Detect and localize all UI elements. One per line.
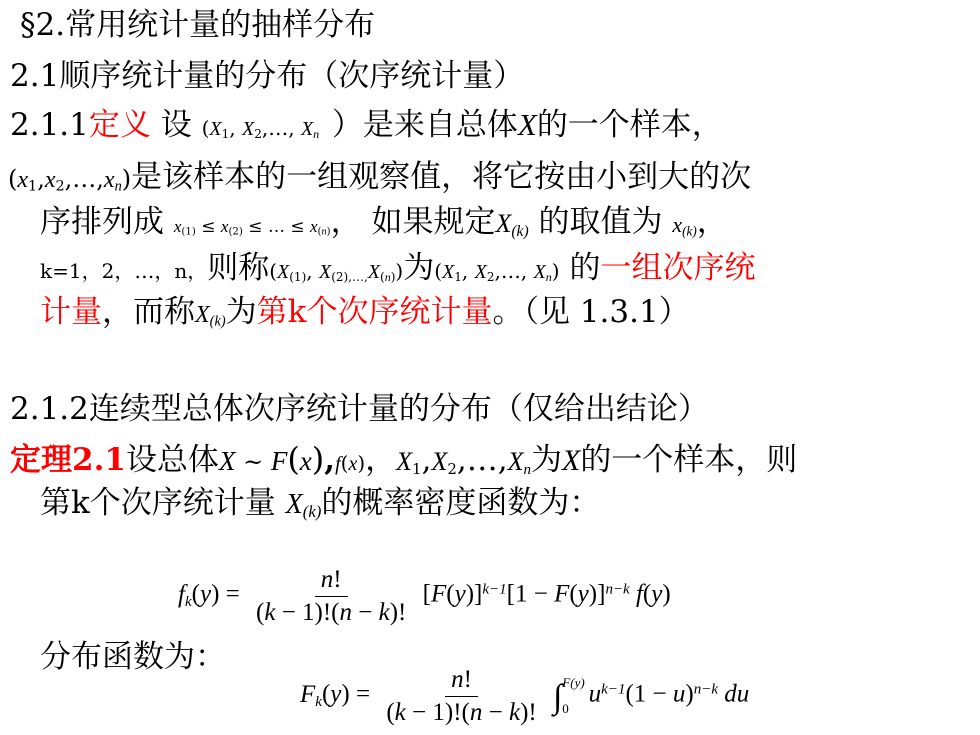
x-k: $x_{(k)}$ [672, 212, 697, 239]
X-k-3: $X_{(k)}$ [285, 489, 322, 522]
definition-line-5: 计量，而称$X_{(k)}$为第k个次序统计量。（见 1.3.1） [40, 294, 690, 330]
sample-list: X [396, 447, 413, 476]
cdf-formula: $F_k(y)$ = $\frac{n!}{(k - 1)!(n - k)!}$ ∫ F(y) 0 $u^{k-1}(1 - u)^{n-k}$ du [300, 666, 750, 726]
definition-line-4: k=1，2，…，n，则称($X_{(1)}$, $X_{(2),\dots,}X_{(n)}$)为($X_1$, $X_2,\dots$, $X_n$) 的一组次序统 [40, 250, 756, 286]
definition-line-1: 2.1.1定义 设 ($X_1$, $X_2,\dots$, $X_n$ ）是来自总体X的一个样本， [10, 107, 723, 143]
sample-tuple-2: ($X_1$, $X_2,\dots$, $X_n$) [434, 259, 560, 284]
density-fx: f [335, 453, 341, 475]
X-symbol: X [561, 444, 581, 477]
order-statistics-tuple: ($X_{(1)}$, $X_{(2),\dots,}X_{(n)}$) [269, 259, 404, 284]
pdf-formula: $f_k(y)$ = $\frac{n!}{(k - 1)!(n - k)!}$ $[F(y)]^{k-1}[1 - F(y)]^{n-k}$ f(y) [178, 566, 671, 626]
observed-tuple: $(x_1,x_2,\dots,x_n)$ [8, 165, 132, 195]
definition-line-3: 序排列成 $x_{(1)} \le x_{(2)}$ ≤ … ≤ $x_{(n)}$， 如果规定$X_{(k)}$ 的取值为 $x_{(k)}$， [40, 204, 728, 240]
definition-line-2: $(x_1,x_2,\dots,x_n)$是该样本的一组观察值，将它按由小到大的次 [8, 159, 752, 195]
order-inequality: $x_{(1)} \le x_{(2)}$ ≤ … ≤ $x_{(n)}$ [173, 217, 331, 238]
cdf-label: 分布函数为： [40, 639, 226, 675]
slide-title: §2.常用统计量的抽样分布 [20, 7, 376, 43]
section-2-1-2-heading: 2.1.2连续型总体次序统计量的分布（仅给出结论） [10, 391, 709, 427]
sample-tuple: ($X_1$, $X_2,\dots$, $X_n$ [201, 116, 320, 141]
theorem-line-2: 第k个次序统计量 $X_{(k)}$的概率密度函数为： [40, 485, 601, 522]
theorem-label: 定理2.1 [10, 442, 126, 478]
X-k-2: $X_{(k)}$ [195, 302, 226, 330]
X-k: $X_{(k)}$ [495, 209, 529, 240]
theorem-line-1: 定理2.1设总体X ~ F(x),f(x)，$X_1,X_2,\dots,X_n$为X的一个样本，则 [10, 440, 798, 478]
population-distribution: X [218, 446, 236, 476]
section-2-1-heading: 2.1顺序统计量的分布（次序统计量） [10, 58, 525, 94]
definition-term: 定义 [88, 107, 151, 143]
